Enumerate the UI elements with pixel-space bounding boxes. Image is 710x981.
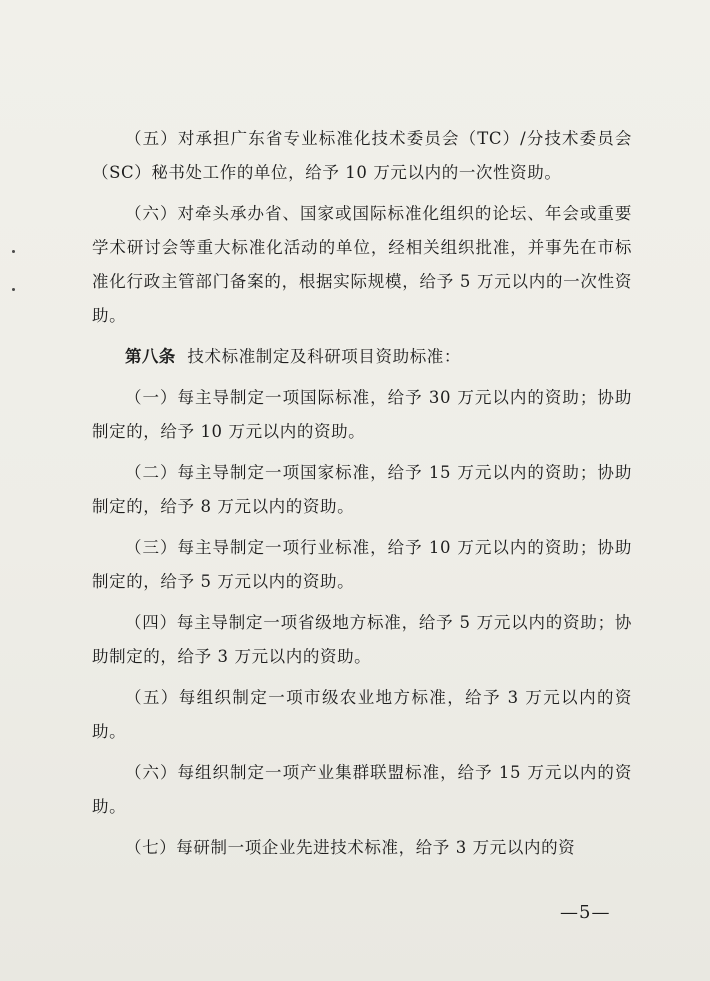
document-body <box>92 122 632 872</box>
paragraph-item-6: （六）对牵头承办省、国家或国际标准化组织的论坛、年会或重要学术研讨会等重大标准化活动的单位，经相关组织批准，并事先在市标准化行政主管部门备案的，根据实际规模，给予 5 万元以内的一次性资助。 <box>92 204 632 325</box>
list-item-7: （七）每研制一项企业先进技术标准，给予 3 万元以内的资 <box>125 838 576 857</box>
list-item-1: （一）每主导制定一项国际标准，给予 30 万元以内的资助；协助制定的，给予 10 万元以内的资助。 <box>92 388 632 441</box>
list-item-3: （三）每主导制定一项行业标准，给予 10 万元以内的资助；协助制定的，给予 5 万元以内的资助。 <box>92 538 632 591</box>
article-text: 技术标准制定及科研项目资助标准： <box>187 347 462 366</box>
page-number: —5— <box>560 902 611 923</box>
article-title: 第八条 <box>125 347 176 366</box>
list-item-5: （五）每组织制定一项市级农业地方标准，给予 3 万元以内的资助。 <box>92 688 632 741</box>
paragraph-item-5: （五）对承担广东省专业标准化技术委员会（TC）/分技术委员会（SC）秘书处工作的单位，给予 10 万元以内的一次性资助。 <box>92 129 632 182</box>
list-item-4: （四）每主导制定一项省级地方标准，给予 5 万元以内的资助；协助制定的，给予 3 万元以内的资助。 <box>92 613 632 666</box>
scan-mark <box>12 288 15 291</box>
article-8 <box>92 340 632 374</box>
list-item-2: （二）每主导制定一项国家标准，给予 15 万元以内的资助；协助制定的，给予 8 万元以内的资助。 <box>92 463 632 516</box>
list-item-6: （六）每组织制定一项产业集群联盟标准，给予 15 万元以内的资助。 <box>92 763 632 816</box>
scan-mark <box>12 250 15 253</box>
